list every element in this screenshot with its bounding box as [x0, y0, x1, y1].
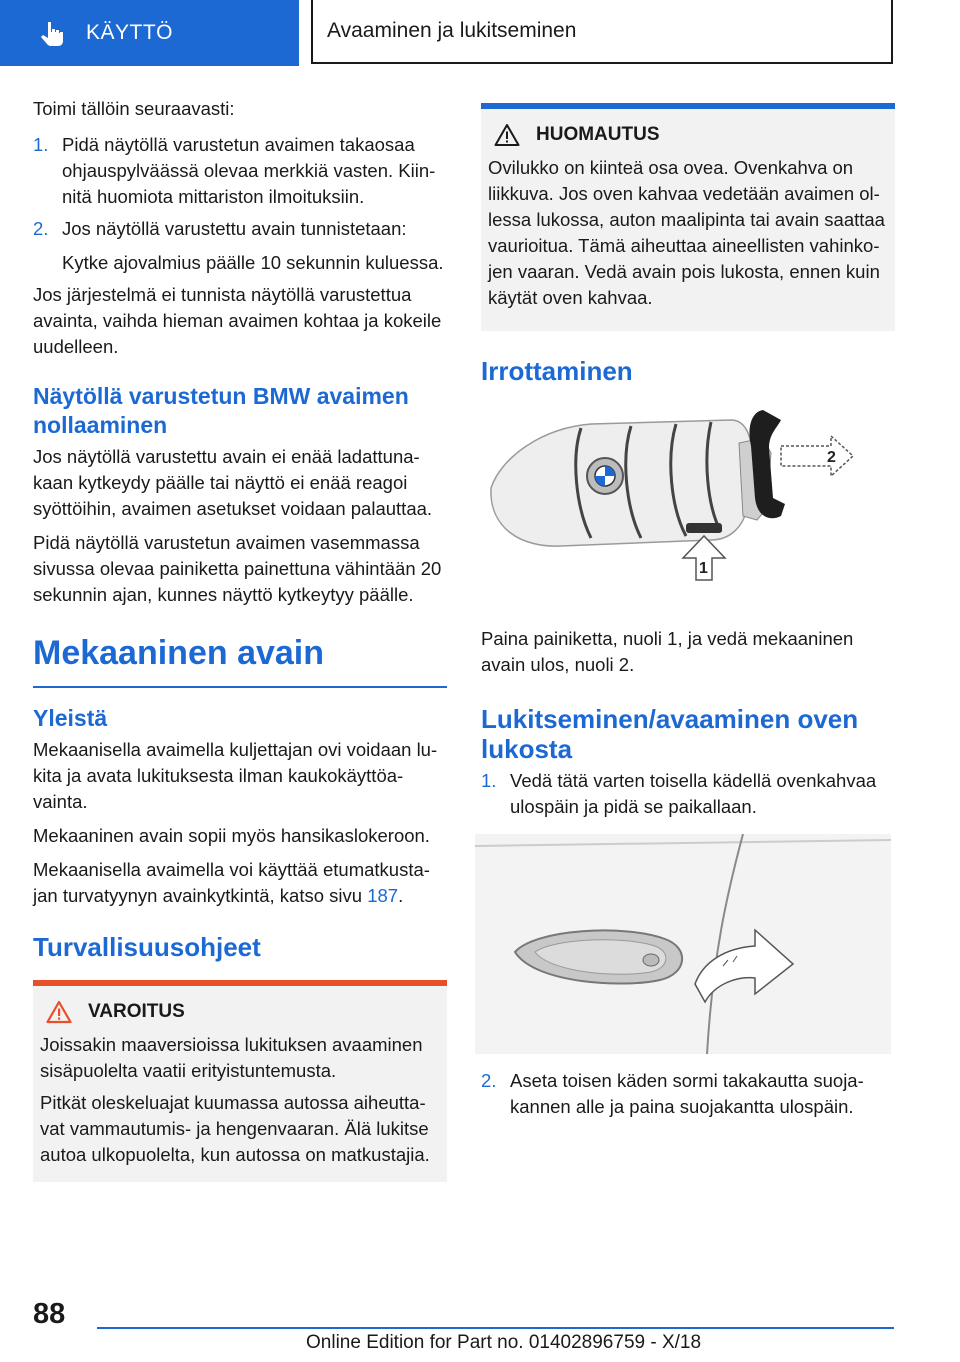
note-title: HUOMAUTUS [488, 123, 887, 147]
warning-title: VAROITUS [40, 1000, 439, 1024]
lock-step-1 [481, 768, 895, 820]
key-removal-figure [481, 398, 861, 588]
step-2 [33, 216, 447, 276]
page-link[interactable]: 187 [367, 885, 399, 906]
reset-heading: Näytöllä varustetun BMW avaimen nollaaminen [33, 383, 409, 438]
chapter-label: KÄYTTÖ [86, 21, 174, 44]
heading-rule [33, 686, 447, 688]
remove-paragraph: Paina painiketta, nuoli 1, ja vedä mekaaninen avain ulos, nuoli 2. [481, 628, 854, 675]
section-label: Avaaminen ja lukitseminen [327, 19, 577, 42]
hand-pointer-icon [38, 19, 66, 47]
warning-paragraph-2: Pitkät oleskeluajat kuumassa autossa aiheuttavat vammautumis- ja hengenvaaran. Älä lukitse autoa ulkopuolelta, kun autossa on matkustajia. [40, 1092, 430, 1165]
edition-text: Online Edition for Part no. 01402896759 - X/18 [306, 1332, 702, 1353]
step-text: Aseta toisen käden sormi takakautta suojakannen alle ja paina suojakantta ulospäin. [510, 1070, 864, 1117]
page-header [0, 0, 960, 66]
intro-text: Toimi tällöin seuraavasti: [33, 98, 235, 119]
arrow-1-label: 1 [699, 560, 708, 577]
right-column [481, 103, 895, 1126]
mechanical-key-heading: Mekaaninen avain [33, 634, 325, 672]
page-number: 88 [33, 1298, 66, 1330]
general-paragraph-3: Mekaanisella avaimella voi käyttää etumatkustajan turvatyynyn avainkytkintä, katso sivu 187. [33, 859, 430, 906]
lock-step-2 [481, 1068, 895, 1120]
step-text: Vedä tätä varten toisella kädellä ovenkahvaa ulospäin ja pidä se paikallaan. [510, 770, 877, 817]
note-box [481, 103, 895, 331]
step-1 [33, 132, 447, 210]
step-subtext: Kytke ajovalmius päälle 10 sekunnin kuluessa. [62, 252, 444, 273]
safety-heading: Turvallisuusohjeet [33, 932, 261, 962]
chapter-tab[interactable] [0, 0, 299, 66]
step-number: 1. [481, 770, 497, 791]
door-handle-figure [475, 834, 891, 1054]
lock-steps-b [481, 1068, 895, 1120]
general-paragraph-2: Mekaaninen avain sopii myös hansikaslokeroon. [33, 825, 430, 846]
lock-steps-a [481, 768, 895, 820]
step-number: 2. [481, 1070, 497, 1091]
door-illustration [475, 834, 891, 1054]
step-text: Jos näytöllä varustettu avain tunnistetaan: [62, 218, 407, 239]
general-heading: Yleistä [33, 705, 108, 731]
note-paragraph: Ovilukko on kiinteä osa ovea. Ovenkahva on liikkuva. Jos oven kahvaa vedetään avaimen ollessa lukossa, auton maalipinta tai avain saattaa vaurioitua. Tämä aiheuttaa aineellisten vahinkojen vaaran. Vedä avain pois lukosta, ennen kuin käytät oven kahvaa. [488, 157, 885, 308]
left-column [33, 96, 447, 1182]
remove-heading: Irrottaminen [481, 356, 633, 386]
pairing-steps [33, 132, 447, 276]
key-illustration [481, 398, 861, 588]
warning-box [33, 980, 447, 1182]
arrow-2-label: 2 [827, 449, 836, 466]
step-number: 1. [33, 134, 49, 155]
warning-paragraph-1: Joissakin maaversioissa lukituksen avaaminen sisäpuolelta vaatii erityistuntemusta. [40, 1034, 423, 1081]
section-tab[interactable] [311, 0, 893, 64]
caution-triangle-icon [494, 123, 520, 147]
general-paragraph-1: Mekaanisella avaimella kuljettajan ovi voidaan lukita ja avata lukituksesta ilman kaukokäyttöavainta. [33, 739, 438, 812]
footer-rule [97, 1327, 894, 1329]
reset-paragraph-1: Jos näytöllä varustettu avain ei enää ladattunakaan kytkeydy päälle tai näyttö ei enää reagoi syöttöihin, avaimen asetukset voidaan palauttaa. [33, 446, 433, 519]
reset-paragraph-2: Pidä näytöllä varustetun avaimen vasemmassa sivussa olevaa painiketta painettuna vähintään 20 sekunnin ajan, kunnes näyttö kytkeytyy päälle. [33, 532, 442, 605]
retry-paragraph: Jos järjestelmä ei tunnista näytöllä varustettua avainta, vaihda hieman avaimen kohtaa ja kokeile uudelleen. [33, 284, 442, 357]
warning-triangle-icon [46, 1000, 72, 1024]
step-number: 2. [33, 218, 49, 239]
lock-heading: Lukitseminen/avaaminen oven lukosta [481, 704, 859, 764]
step-text: Pidä näytöllä varustetun avaimen takaosaa ohjauspylväässä olevaa merkkiä vasten. Kiinnitä huomiota mittariston ilmoituksiin. [62, 134, 436, 207]
